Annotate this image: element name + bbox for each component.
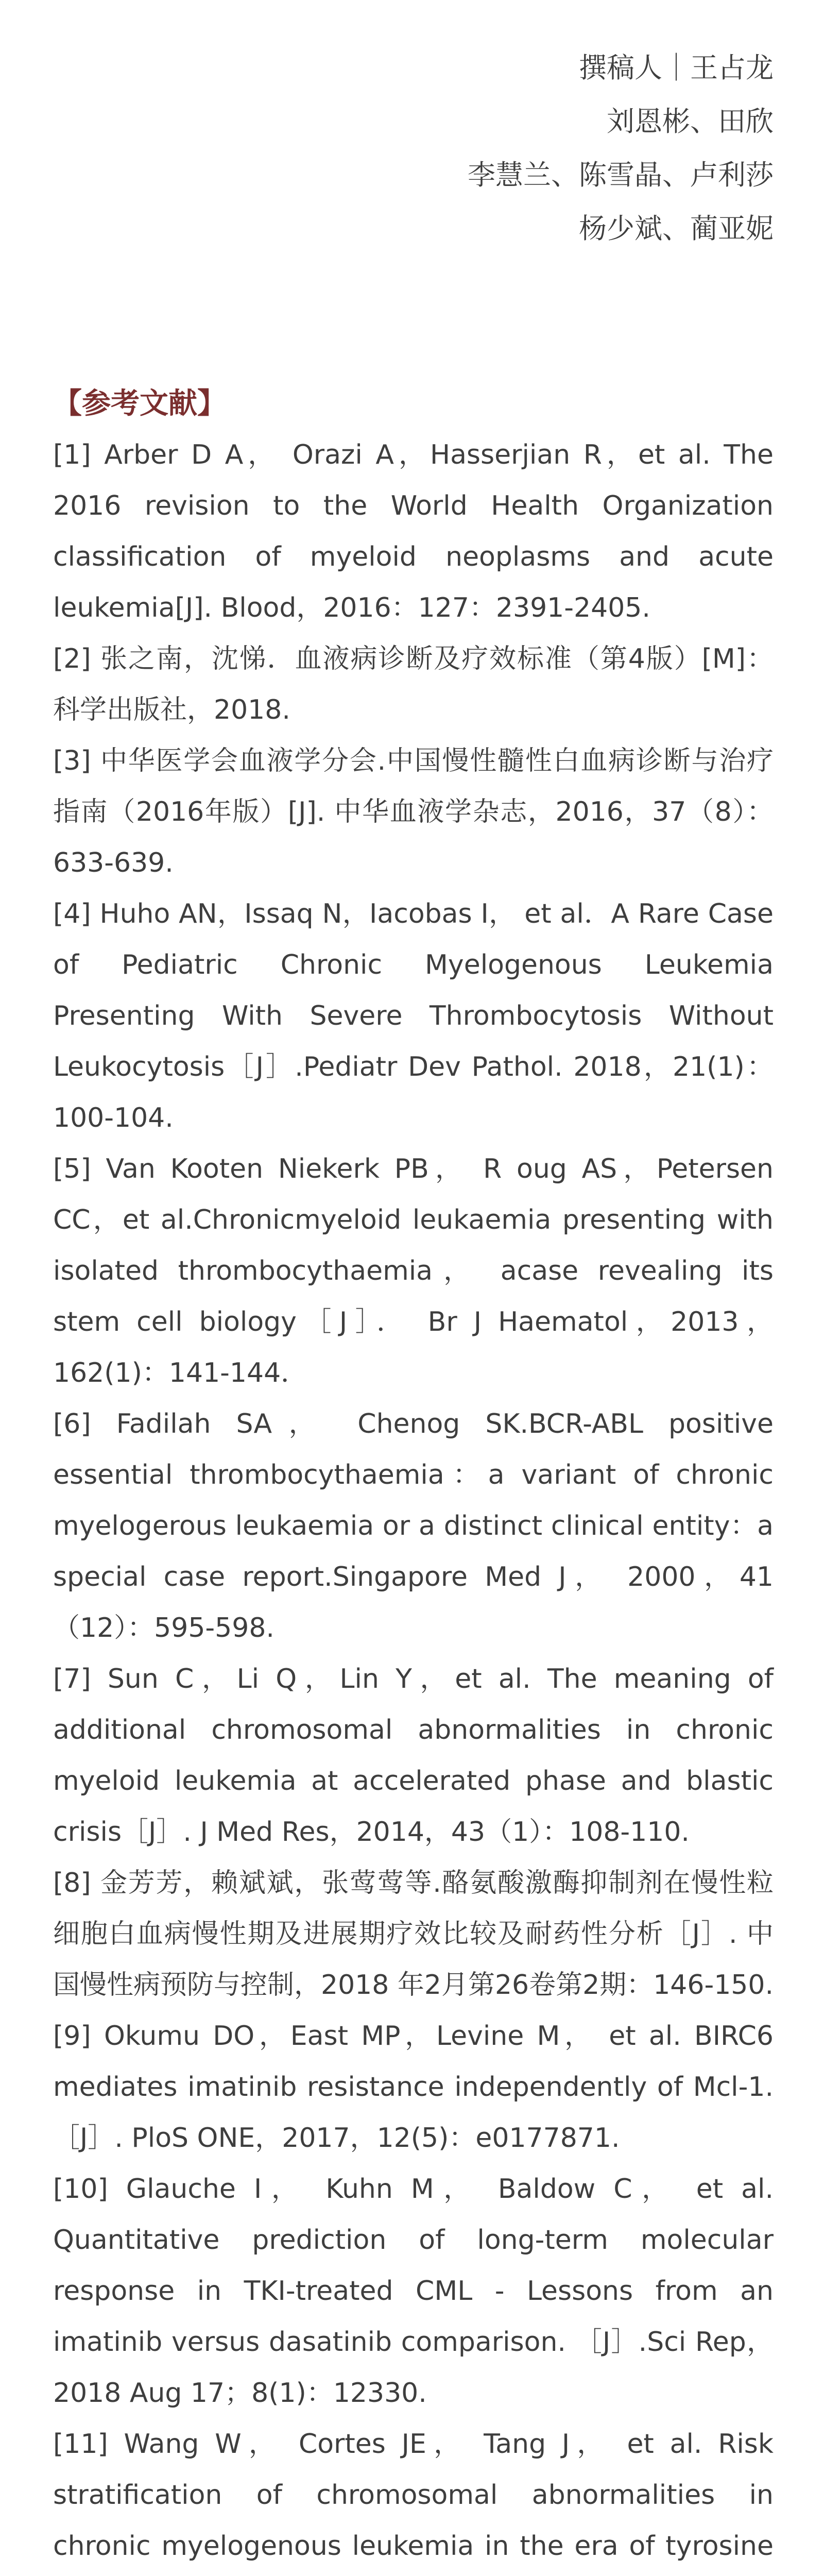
reference-item: [1] Arber D A， Orazi A，Hasserjian R，et al. The 2016 revision to the World Health Organization classification of myeloid neoplasms and acute leukemia[J]. Blood，2016：127：2391-2405. <box>53 439 774 623</box>
reference-item: [11] Wang W， Cortes JE， Tang J， et al. Risk stratification of chromosomal abnormalities in chronic myelogenous leukemia in the era of tyrosine <box>53 2429 774 2562</box>
reference-item: [5] Van Kooten Niekerk PB， R oug AS，Petersen CC，et al.Chronicmyeloid leukaemia presenting with isolated thrombocythaemia， acase revealing its stem cell biology［J］． Br J Haematol，2013，162(1)：141-144． <box>53 1154 774 1388</box>
author-line: 李慧兰、陈雪晶、卢利莎 <box>468 159 774 191</box>
author-line: 刘恩彬、田欣 <box>607 105 774 138</box>
reference-item: [4] Huho AN，Issaq N，Iacobas I， et al．A Rare Case of Pediatric Chronic Myelogenous Leukemia Presenting With Severe Thrombocytosis Without Leukocytosis［J］.Pediatr Dev Pathol. 2018，21(1)：100-104. <box>53 899 774 1133</box>
reference-item: [8] 金芳芳，赖斌斌，张莺莺等.酪氨酸激酶抑制剂在慢性粒细胞白血病慢性期及进展期疗效比较及耐药性分析［J］. 中国慢性病预防与控制，2018 年2月第26卷第2期：146-150. <box>53 1868 774 2001</box>
reference-item: [6] Fadilah SA， Chenog SK.BCR-ABL positive essential thrombocythaemia：a variant of chronic myelogerous leukaemia or a distinct clinical entity：a special case report.Singapore Med J， 2000，41（12）：595-598. <box>53 1409 774 1643</box>
author-line: 撰稿人｜王占龙 <box>579 52 774 84</box>
references-heading: 【参考文献】 <box>53 387 226 420</box>
reference-item: [7] Sun C，Li Q，Lin Y，et al. The meaning of additional chromosomal abnormalities in chronic myeloid leukemia at accelerated phase and blastic crisis［J］. J Med Res，2014，43（1）：108-110. <box>53 1664 774 1848</box>
reference-item: [9] Okumu DO，East MP，Levine M， et al. BIRC6 mediates imatinib resistance independently of Mcl-1.［J］. PloS ONE，2017，12(5)：e0177871. <box>53 2021 774 2154</box>
author-line: 杨少斌、蔺亚妮 <box>579 212 774 245</box>
reference-item: [2] 张之南，沈悌．血液病诊断及疗效标准（第4版）[M]：科学出版社，2018. <box>53 643 774 725</box>
author-credits <box>53 41 774 256</box>
reference-list <box>53 430 774 2576</box>
reference-item: [3] 中华医学会血液学分会.中国慢性髓性白血病诊断与治疗指南（2016年版）[J]. 中华血液学杂志，2016，37（8）：633-639. <box>53 745 774 878</box>
reference-item: [10] Glauche I， Kuhn M， Baldow C， et al. Quantitative prediction of long-term molecular response in TKI-treated CML - Lessons from an imatinib versus dasatinib comparison. ［J］.Sci Rep，2018 Aug 17；8(1)：12330. <box>53 2174 774 2409</box>
